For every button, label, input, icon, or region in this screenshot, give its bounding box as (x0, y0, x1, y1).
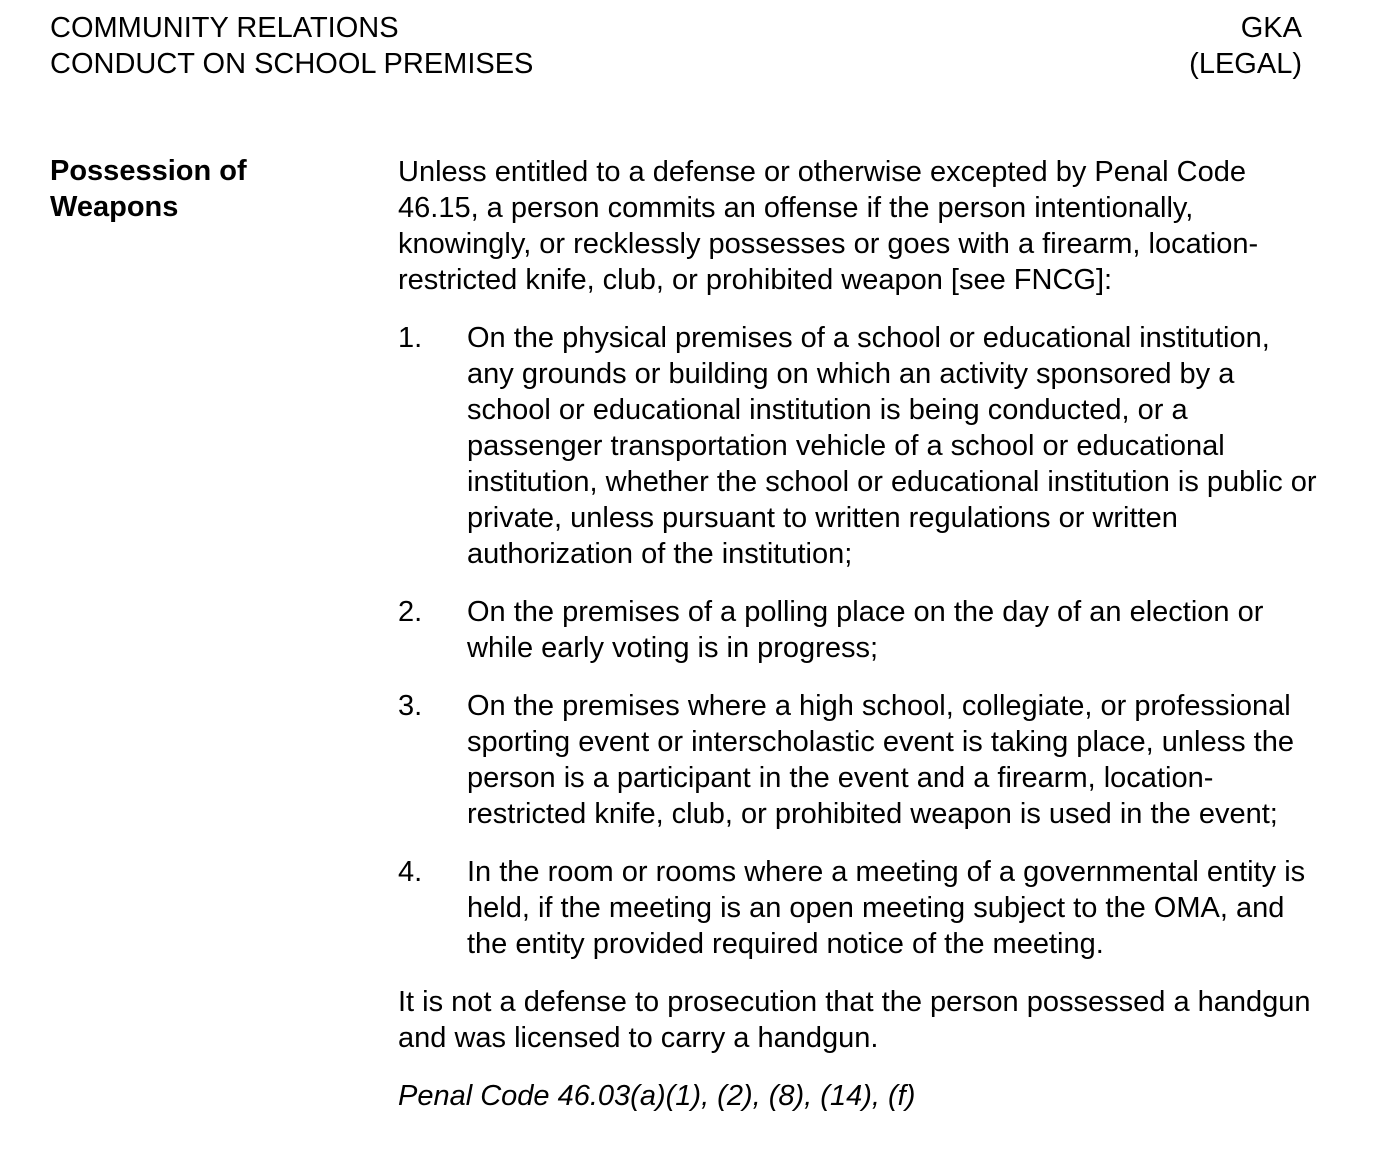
list-text: On the premises where a high school, collegiate, or professional sporting event or interscholastic event is taking place, unless the person is a participant in the event and a firearm, location-restricted knife, club, or prohibited weapon is used in the event; (467, 690, 1294, 830)
chapter-title: COMMUNITY RELATIONS (50, 12, 399, 44)
list-item (398, 854, 1318, 962)
list-item (398, 320, 1318, 572)
section-body (398, 154, 1318, 1136)
list-text: On the physical premises of a school or educational institution, any grounds or building on which an activity sponsored by a school or educational institution is being conducted, or a passenger transportation vehicle of a school or educational institution, whether the school or educational institution is public or private, unless pursuant to written regulations or written authorization of the institution; (467, 322, 1317, 570)
policy-code: GKA (1240, 12, 1302, 44)
policy-type: (LEGAL) (1189, 48, 1302, 80)
list-number: 1. (398, 322, 423, 354)
list-text: On the premises of a polling place on the day of an election or while early voting is in progress; (467, 596, 1264, 664)
list-text: In the room or rooms where a meeting of a governmental entity is held, if the meeting is an open meeting subject to the OMA, and the entity provided required notice of the meeting. (467, 856, 1306, 960)
policy-title: CONDUCT ON SCHOOL PREMISES (50, 48, 534, 80)
list-item (398, 688, 1318, 832)
section-heading-line1: Possession of (50, 155, 247, 187)
legal-citation: Penal Code 46.03(a)(1), (2), (8), (14), (f) (398, 1080, 916, 1112)
section-heading-line2: Weapons (50, 191, 179, 223)
list-number: 3. (398, 690, 423, 722)
header-right (1189, 10, 1302, 82)
list-number: 4. (398, 856, 423, 888)
header-left (50, 10, 533, 82)
list-number: 2. (398, 596, 423, 628)
intro-paragraph: Unless entitled to a defense or otherwise excepted by Penal Code 46.15, a person commits an offense if the person intentionally, knowingly, or recklessly possesses or goes with a firearm, location-restricted knife, club, or prohibited weapon [see FNCG]: (398, 156, 1259, 296)
closing-paragraph: It is not a defense to prosecution that the person possessed a handgun and was licensed to carry a handgun. (398, 986, 1311, 1054)
list-item (398, 594, 1318, 666)
section-heading (50, 153, 350, 225)
